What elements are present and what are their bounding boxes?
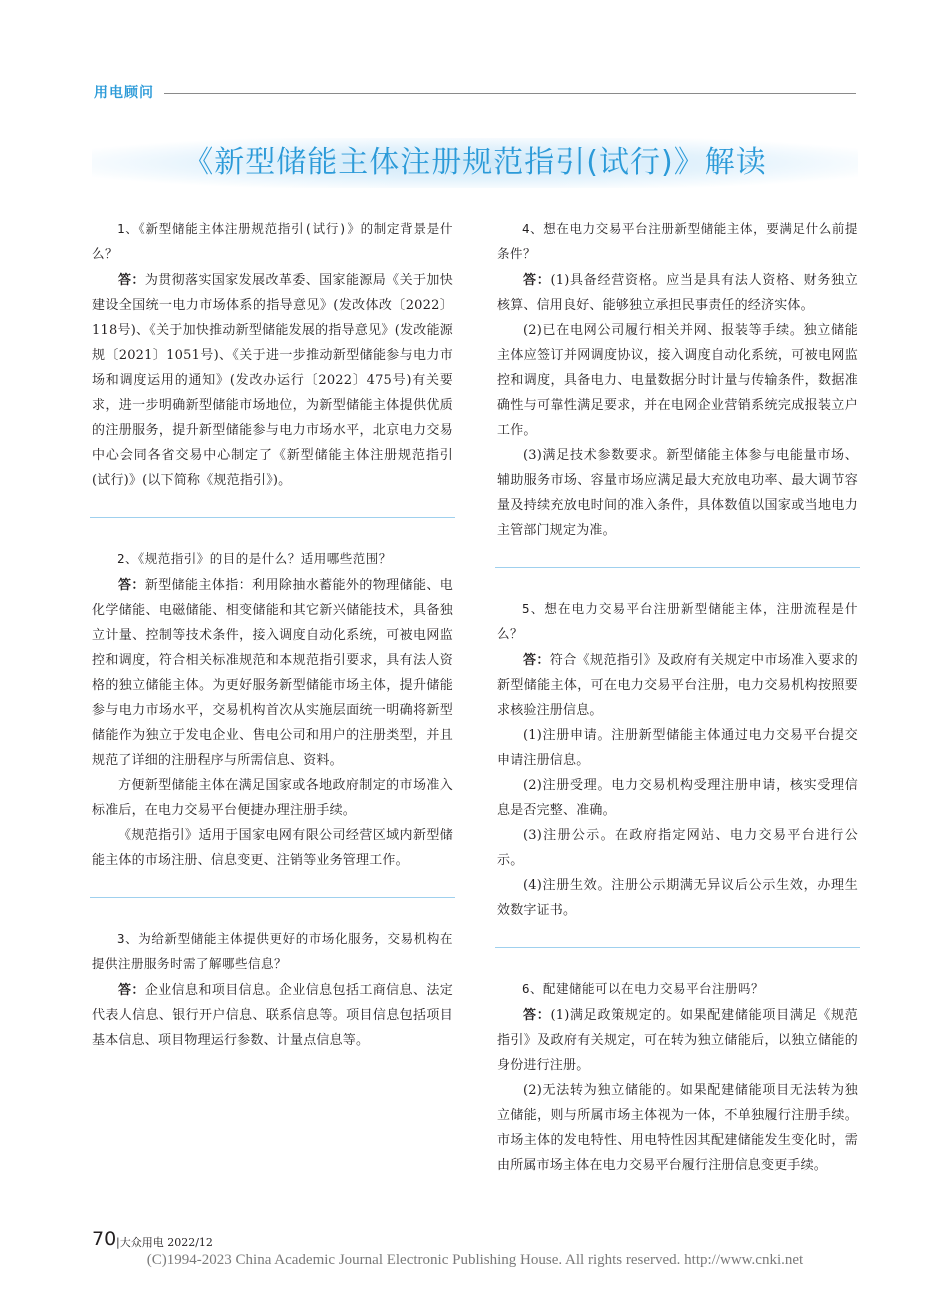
answer-text: 企业信息和项目信息。企业信息包括工商信息、法定代表人信息、银行开户信息、联系信息等。项目信息包括项目基本信息、项目物理运行参数、计量点信息等。 xyxy=(92,983,453,1048)
section-label: 用电顾问 xyxy=(94,85,154,101)
answer-text: (3)注册公示。在政府指定网站、电力交易平台进行公示。 xyxy=(497,828,858,868)
answer-lead: 答： xyxy=(118,578,145,593)
question-heading: 5、想在电力交易平台注册新型储能主体，注册流程是什么？ xyxy=(497,601,858,641)
answer-text: 方便新型储能主体在满足国家或各地政府制定的市场准入标准后，在电力交易平台便捷办理注册手续。 xyxy=(92,778,453,818)
question-heading: 1、《新型储能主体注册规范指引(试行)》的制定背景是什么？ xyxy=(92,221,453,261)
answer-text: 为贯彻落实国家发展改革委、国家能源局《关于加快建设全国统一电力市场体系的指导意见》(发改体改〔2022〕118号)、《关于加快推动新型储能发展的指导意见》(发改能源规〔2021〕1051号)、《关于进一步推动新型储能参与电力市场和调度运用的通知》(发改办运行〔2022〕475号)有关要求，进一步明确新型储能市场地位，为新型储能主体提供优质的注册服务，提升新型储能参与电力市场水平，北京电力交易中心会同各省交易中心制定了《新型储能主体注册规范指引(试行)》(以下简称《规范指引》)。 xyxy=(92,273,453,488)
answer-paragraph xyxy=(497,648,858,723)
answer-text: (2)已在电网公司履行相关并网、报装等手续。独立储能主体应签订并网调度协议，接入调度自动化系统，可被电网监控和调度，具备电力、电量数据分时计量与传输条件，数据准确性与可靠性满足要求，并在电网企业营销系统完成报装立户工作。 xyxy=(497,323,858,438)
answer-lead: 答： xyxy=(523,1008,551,1023)
answer-paragraph xyxy=(497,1003,858,1078)
answer-paragraph xyxy=(497,823,858,873)
copyright-notice: (C)1994-2023 China Academic Journal Electronic Publishing House. All rights reserved. http://www.cnki.net xyxy=(146,1252,804,1268)
answer-paragraph xyxy=(497,873,858,923)
answer-lead: 答： xyxy=(118,273,145,288)
section-divider xyxy=(90,897,455,898)
answer-paragraph xyxy=(92,978,453,1053)
answer-paragraph xyxy=(497,773,858,823)
section-divider xyxy=(495,567,860,568)
answer-text: (3)满足技术参数要求。新型储能主体参与电能量市场、辅助服务市场、容量市场应满足最大充放电功率、最大调节容量及持续充放电时间的准入条件，具体数值以国家或当地电力主管部门规定为准。 xyxy=(497,448,858,538)
answer-text: (4)注册生效。注册公示期满无异议后公示生效，办理生效数字证书。 xyxy=(497,878,858,918)
answer-paragraph xyxy=(497,723,858,773)
answer-text: (2)无法转为独立储能的。如果配建储能项目无法转为独立储能，则与所属市场主体视为一体，不单独履行注册手续。市场主体的发电特性、用电特性因其配建储能发生变化时，需由所属市场主体在电力交易平台履行注册信息变更手续。 xyxy=(497,1083,858,1173)
answer-text: 《规范指引》适用于国家电网有限公司经营区域内新型储能主体的市场注册、信息变更、注销等业务管理工作。 xyxy=(92,828,453,868)
answer-lead: 答： xyxy=(118,983,145,998)
section-divider xyxy=(90,517,455,518)
article-title: 《新型储能主体注册规范指引(试行)》解读 xyxy=(183,145,767,180)
answer-lead: 答： xyxy=(523,653,550,668)
answer-paragraph xyxy=(92,573,453,773)
answer-lead: 答： xyxy=(523,273,551,288)
answer-paragraph xyxy=(497,1078,858,1178)
page-number: 70 xyxy=(92,1228,117,1250)
answer-paragraph xyxy=(497,443,858,543)
left-column xyxy=(92,216,453,1053)
question-heading: 6、配建储能可以在电力交易平台注册吗？ xyxy=(522,981,765,996)
answer-text: (1)满足政策规定的。如果配建储能项目满足《规范指引》及政府有关规定，可在转为独立储能后，以独立储能的身份进行注册。 xyxy=(497,1008,858,1073)
answer-text: (1)注册申请。注册新型储能主体通过电力交易平台提交申请注册信息。 xyxy=(497,728,858,768)
answer-paragraph xyxy=(92,268,453,493)
header-divider xyxy=(164,93,856,94)
answer-paragraph xyxy=(497,318,858,443)
answer-text: (2)注册受理。电力交易机构受理注册申请，核实受理信息是否完整、准确。 xyxy=(497,778,858,818)
question-heading: 2、《规范指引》的目的是什么？适用哪些范围？ xyxy=(117,551,392,566)
answer-text: 符合《规范指引》及政府有关规定中市场准入要求的新型储能主体，可在电力交易平台注册，电力交易机构按照要求核验注册信息。 xyxy=(497,653,858,718)
answer-paragraph xyxy=(92,823,453,873)
publication-info: |大众用电 2022/12 xyxy=(116,1236,213,1249)
question-heading: 3、为给新型储能主体提供更好的市场化服务，交易机构在提供注册服务时需了解哪些信息？ xyxy=(92,931,453,971)
answer-paragraph xyxy=(92,773,453,823)
answer-paragraph xyxy=(497,268,858,318)
answer-text: 新型储能主体指：利用除抽水蓄能外的物理储能、电化学储能、电磁储能、相变储能和其它新兴储能技术，具备独立计量、控制等技术条件，接入调度自动化系统，可被电网监控和调度，符合相关标准规范和本规范指引要求，具有法人资格的独立储能主体。为更好服务新型储能市场主体，提升储能参与电力市场水平，交易机构首次从实施层面统一明确将新型储能作为独立于发电企业、售电公司和用户的注册类型，并且规范了详细的注册程序与所需信息、资料。 xyxy=(92,578,453,768)
right-column xyxy=(497,216,858,1178)
question-heading: 4、想在电力交易平台注册新型储能主体，要满足什么前提条件？ xyxy=(497,221,858,261)
answer-text: (1)具备经营资格。应当是具有法人资格、财务独立核算、信用良好、能够独立承担民事责任的经济实体。 xyxy=(497,273,858,313)
section-divider xyxy=(495,947,860,948)
